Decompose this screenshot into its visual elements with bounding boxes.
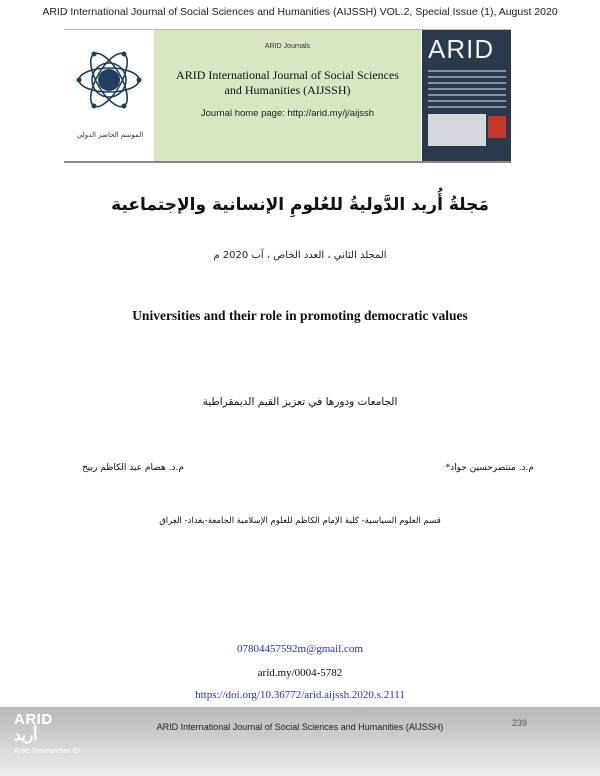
author-email-link[interactable]: 07804457592m@gmail.com: [237, 643, 363, 655]
arid-logo-subtitle: Arab Researcher iD: [14, 746, 80, 755]
running-header: ARID International Journal of Social Sciences and Humanities (AIJSSH) VOL.2, Special Issue (1), August 2020: [42, 6, 558, 18]
doi-link[interactable]: https://doi.org/10.36772/arid.aijssh.2020.s.2111: [195, 689, 405, 701]
cover-inset-box: [428, 114, 486, 146]
arabic-issue-line: المجلد الثاني ، العدد الخاص ، آب 2020 م: [213, 250, 387, 261]
journal-cover-image: [422, 30, 511, 161]
journal-header-band: [64, 29, 511, 163]
society-logo: [64, 30, 154, 161]
paper-title: Universities and their role in promoting democratic values: [132, 308, 468, 323]
cover-title: ARID: [428, 34, 495, 64]
arid-logo-mark: ARID أريد: [14, 711, 53, 744]
publisher-label: ARID Journals: [264, 43, 311, 50]
journal-homepage-link[interactable]: Journal home page: http://arid.my/j/aijssh: [200, 108, 375, 119]
author-first: م.د. منتصرحسين جواد*: [445, 463, 534, 473]
arid-researcher-logo: [14, 712, 80, 755]
logo-caption: الموسم الحاضر الدولي: [76, 131, 144, 139]
arid-id: arid.my/0004-5782: [257, 667, 343, 679]
arabic-paper-title: الجامعات ودورها في تعزيز القيم الديمقراطية: [202, 396, 398, 408]
journal-title: ARID International Journal of Social Sciences and Humanities (AIJSSH): [176, 68, 399, 97]
page-number: 239: [512, 718, 528, 728]
cover-text-lines: [428, 70, 506, 112]
page-footer: [0, 707, 600, 776]
footer-journal-name: ARID International Journal of Social Sciences and Humanities (AIJSSH): [156, 722, 444, 732]
author-affiliation: قسم العلوم السياسية- كلية الإمام الكاظم للعلوم الإسلامية الجامعة-بغداد- العراق: [159, 516, 441, 526]
journal-info-panel: [154, 30, 421, 161]
author-second: م.د. هصام عبد الكاظم ربيح: [82, 463, 184, 473]
atom-logo-icon: [64, 30, 154, 130]
cover-badge-icon: [488, 116, 506, 138]
arabic-journal-title: مَجلةُ أُريد الدَّوليةُ للعُلومِ الإنسانية والإجتماعية: [111, 195, 489, 215]
